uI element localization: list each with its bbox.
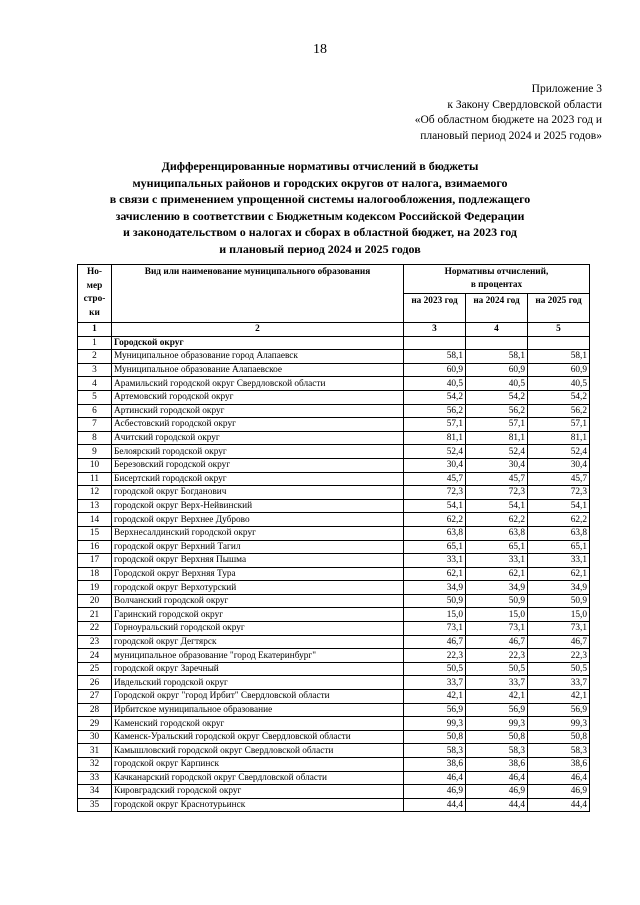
table-row [78,649,590,663]
header-norms-line: в процентах [470,280,523,290]
value-2024: 22,3 [466,649,528,663]
value-2023: 50,5 [404,662,466,676]
value-2024: 63,8 [466,526,528,540]
table-row [78,758,590,772]
row-number: 19 [78,581,112,595]
value-2025: 46,9 [528,785,590,799]
value-2024: 33,7 [466,676,528,690]
value-2025 [528,336,590,350]
municipality-name: городской округ Верхнее Дуброво [112,513,404,527]
table-row [78,676,590,690]
value-2025: 42,1 [528,690,590,704]
municipality-name: городской округ Краснотурьинск [112,798,404,812]
table-row [78,499,590,513]
municipality-name: Бисертский городской округ [112,472,404,486]
row-number: 21 [78,608,112,622]
header-year-2023: на 2023 год [404,294,466,323]
value-2025: 99,3 [528,717,590,731]
value-2025: 33,1 [528,554,590,568]
appendix-line: Приложение 3 [531,83,602,95]
value-2024 [466,336,528,350]
municipality-name: Березовский городской округ [112,458,404,472]
header-row-number-part: ки [89,307,100,318]
value-2023: 58,1 [404,350,466,364]
norms-table [77,264,590,812]
municipality-name: городской округ Верхняя Пышма [112,554,404,568]
table-row [78,717,590,731]
value-2023: 65,1 [404,540,466,554]
municipality-name: Волчанский городской округ [112,594,404,608]
value-2023: 56,2 [404,404,466,418]
row-number: 2 [78,350,112,364]
appendix-line: плановый период 2024 и 2025 годов» [420,129,602,142]
table-row [78,431,590,445]
row-number: 16 [78,540,112,554]
appendix-line: к Закону Свердловской области [447,98,602,111]
value-2023: 62,1 [404,567,466,581]
value-2023: 54,1 [404,499,466,513]
municipality-name: Верхнесалдинский городской округ [112,526,404,540]
column-index: 2 [112,323,404,337]
value-2024: 60,9 [466,363,528,377]
value-2025: 46,4 [528,771,590,785]
row-number: 20 [78,594,112,608]
page-number: 18 [313,42,327,57]
row-number: 17 [78,554,112,568]
column-index-row [78,323,590,337]
municipality-name: Ирбитское муниципальное образование [112,703,404,717]
value-2024: 56,9 [466,703,528,717]
table-row [78,785,590,799]
row-number: 12 [78,486,112,500]
municipality-name: Артемовский городской округ [112,390,404,404]
value-2025: 54,2 [528,390,590,404]
value-2024: 62,2 [466,513,528,527]
row-number: 18 [78,567,112,581]
table-body [78,336,590,812]
value-2025: 52,4 [528,445,590,459]
table-row [78,513,590,527]
value-2024: 72,3 [466,486,528,500]
value-2024: 81,1 [466,431,528,445]
table-row [78,798,590,812]
value-2023: 46,9 [404,785,466,799]
municipality-name: Кировградский городской округ [112,785,404,799]
value-2025: 58,3 [528,744,590,758]
table-row [78,744,590,758]
value-2023: 33,1 [404,554,466,568]
value-2024: 56,2 [466,404,528,418]
value-2023: 99,3 [404,717,466,731]
row-number: 33 [78,771,112,785]
municipality-name: городской округ Верх-Нейвинский [112,499,404,513]
row-number: 11 [78,472,112,486]
table-row [78,336,590,350]
title-line: муниципальных районов и городских округов от налога, взимаемого [132,175,508,190]
value-2024: 57,1 [466,418,528,432]
value-2025: 50,8 [528,730,590,744]
row-number: 9 [78,445,112,459]
value-2025: 46,7 [528,635,590,649]
value-2023: 57,1 [404,418,466,432]
table-row [78,418,590,432]
table-row [78,554,590,568]
row-number: 34 [78,785,112,799]
row-number: 4 [78,377,112,391]
row-number: 30 [78,730,112,744]
table-row [78,363,590,377]
value-2025: 50,5 [528,662,590,676]
value-2025: 30,4 [528,458,590,472]
row-number: 22 [78,622,112,636]
municipality-name: городской округ Верхний Тагил [112,540,404,554]
value-2025: 33,7 [528,676,590,690]
value-2023: 46,4 [404,771,466,785]
municipality-name: муниципальное образование "город Екатеринбург" [112,649,404,663]
value-2023: 63,8 [404,526,466,540]
row-number: 14 [78,513,112,527]
table-row [78,540,590,554]
value-2025: 54,1 [528,499,590,513]
table-row [78,526,590,540]
value-2024: 50,8 [466,730,528,744]
table-row [78,472,590,486]
appendix-line: «Об областном бюджете на 2023 год и [414,114,602,126]
value-2025: 81,1 [528,431,590,445]
table-row [78,594,590,608]
header-norms [404,265,590,294]
table-row [78,567,590,581]
value-2024: 58,3 [466,744,528,758]
value-2023: 30,4 [404,458,466,472]
table-row [78,581,590,595]
value-2024: 30,4 [466,458,528,472]
title-line: Дифференцированные нормативы отчислений в бюджеты [161,159,479,173]
table-row [78,458,590,472]
value-2023: 56,9 [404,703,466,717]
municipality-name: городской округ Верхотурский [112,581,404,595]
value-2024: 46,4 [466,771,528,785]
table-row [78,635,590,649]
table-row [78,377,590,391]
title-line: и законодательством о налогах и сборах в областной бюджет, на 2023 год [123,225,517,239]
value-2023: 62,2 [404,513,466,527]
value-2023: 73,1 [404,622,466,636]
municipality-name: Ивдельский городской округ [112,676,404,690]
column-index: 4 [466,323,528,337]
municipality-name: Муниципальное образование город Алапаевск [112,350,404,364]
value-2025: 45,7 [528,472,590,486]
value-2023: 52,4 [404,445,466,459]
table-row [78,690,590,704]
municipality-name: Каменский городской округ [112,717,404,731]
value-2024: 52,4 [466,445,528,459]
value-2023: 58,3 [404,744,466,758]
value-2023: 34,9 [404,581,466,595]
value-2025: 50,9 [528,594,590,608]
municipality-name: Муниципальное образование Алапаевское [112,363,404,377]
value-2023: 81,1 [404,431,466,445]
value-2025: 58,1 [528,350,590,364]
table-row [78,662,590,676]
value-2025: 62,2 [528,513,590,527]
value-2023: 54,2 [404,390,466,404]
column-index: 5 [528,323,590,337]
municipality-name: Горноуральский городской округ [112,622,404,636]
header-year-2024: на 2024 год [466,294,528,323]
municipality-name: Каменск-Уральский городской округ Свердловской области [112,730,404,744]
table-row [78,404,590,418]
column-index: 1 [78,323,112,337]
municipality-name: Асбестовский городской округ [112,418,404,432]
value-2024: 50,9 [466,594,528,608]
value-2025: 60,9 [528,363,590,377]
municipality-name: Городской округ [112,336,404,350]
value-2023: 44,4 [404,798,466,812]
value-2023: 42,1 [404,690,466,704]
municipality-name: Белоярский городской округ [112,445,404,459]
value-2023: 33,7 [404,676,466,690]
value-2025: 62,1 [528,567,590,581]
row-number: 32 [78,758,112,772]
header-row-number-part: стро- [83,294,106,304]
header-row-number-part: мер [86,280,103,291]
value-2023: 50,8 [404,730,466,744]
title-line: в связи с применением упрощенной системы налогообложения, подлежащего [109,192,531,206]
title-line: зачислению в соответствии с Бюджетным кодексом Российской Федерации [115,208,525,223]
value-2024: 40,5 [466,377,528,391]
value-2024: 62,1 [466,567,528,581]
title-line: и плановый период 2024 и 2025 годов [219,241,421,256]
row-number: 31 [78,744,112,758]
value-2025: 22,3 [528,649,590,663]
row-number: 13 [78,499,112,513]
table-row [78,486,590,500]
value-2023: 40,5 [404,377,466,391]
municipality-name: Городской округ Верхняя Тура [112,567,404,581]
value-2023: 15,0 [404,608,466,622]
value-2025: 57,1 [528,418,590,432]
municipality-name: Городской округ "город Ирбит" Свердловской области [112,690,404,704]
value-2024: 15,0 [466,608,528,622]
value-2024: 33,1 [466,554,528,568]
document-title [60,158,580,257]
municipality-name: Камышловский городской округ Свердловской области [112,744,404,758]
table-row [78,771,590,785]
header-norms-line: Нормативы отчислений, [444,267,549,277]
value-2025: 72,3 [528,486,590,500]
row-number: 23 [78,635,112,649]
value-2024: 38,6 [466,758,528,772]
header-year-2025: на 2025 год [528,294,590,323]
value-2023: 45,7 [404,472,466,486]
row-number: 26 [78,676,112,690]
value-2024: 58,1 [466,350,528,364]
row-number: 6 [78,404,112,418]
value-2025: 73,1 [528,622,590,636]
value-2024: 73,1 [466,622,528,636]
value-2023: 38,6 [404,758,466,772]
value-2024: 34,9 [466,581,528,595]
municipality-name: городской округ Богданович [112,486,404,500]
row-number: 3 [78,363,112,377]
value-2024: 50,5 [466,662,528,676]
municipality-name: Гаринский городской округ [112,608,404,622]
row-number: 25 [78,662,112,676]
header-row-number [78,265,112,323]
row-number: 29 [78,717,112,731]
table-row [78,730,590,744]
value-2025: 40,5 [528,377,590,391]
row-number: 10 [78,458,112,472]
appendix-reference [415,82,602,144]
table-row [78,390,590,404]
municipality-name: городской округ Карпинск [112,758,404,772]
value-2023: 72,3 [404,486,466,500]
value-2024: 42,1 [466,690,528,704]
row-number: 28 [78,703,112,717]
municipality-name: Арамильский городской округ Свердловской области [112,377,404,391]
value-2024: 46,7 [466,635,528,649]
value-2025: 56,9 [528,703,590,717]
value-2024: 46,9 [466,785,528,799]
value-2025: 65,1 [528,540,590,554]
row-number: 15 [78,526,112,540]
header-municipality-name: Вид или наименование муниципального образования [112,265,404,323]
value-2024: 99,3 [466,717,528,731]
value-2025: 15,0 [528,608,590,622]
table-row [78,622,590,636]
table-row [78,703,590,717]
value-2025: 44,4 [528,798,590,812]
row-number: 1 [78,336,112,350]
value-2024: 54,2 [466,390,528,404]
row-number: 7 [78,418,112,432]
value-2023 [404,336,466,350]
value-2023: 60,9 [404,363,466,377]
table-row [78,350,590,364]
value-2023: 22,3 [404,649,466,663]
value-2024: 44,4 [466,798,528,812]
table-row [78,445,590,459]
row-number: 24 [78,649,112,663]
row-number: 27 [78,690,112,704]
row-number: 8 [78,431,112,445]
column-index: 3 [404,323,466,337]
value-2024: 45,7 [466,472,528,486]
value-2025: 63,8 [528,526,590,540]
municipality-name: городской округ Заречный [112,662,404,676]
row-number: 35 [78,798,112,812]
value-2025: 38,6 [528,758,590,772]
value-2025: 34,9 [528,581,590,595]
value-2024: 54,1 [466,499,528,513]
header-row-number-part: Но- [87,267,102,277]
value-2025: 56,2 [528,404,590,418]
table-row [78,608,590,622]
municipality-name: Артинский городской округ [112,404,404,418]
value-2024: 65,1 [466,540,528,554]
municipality-name: Качканарский городской округ Свердловской области [112,771,404,785]
value-2023: 50,9 [404,594,466,608]
municipality-name: городской округ Дегтярск [112,635,404,649]
value-2023: 46,7 [404,635,466,649]
municipality-name: Ачитский городской округ [112,431,404,445]
row-number: 5 [78,390,112,404]
